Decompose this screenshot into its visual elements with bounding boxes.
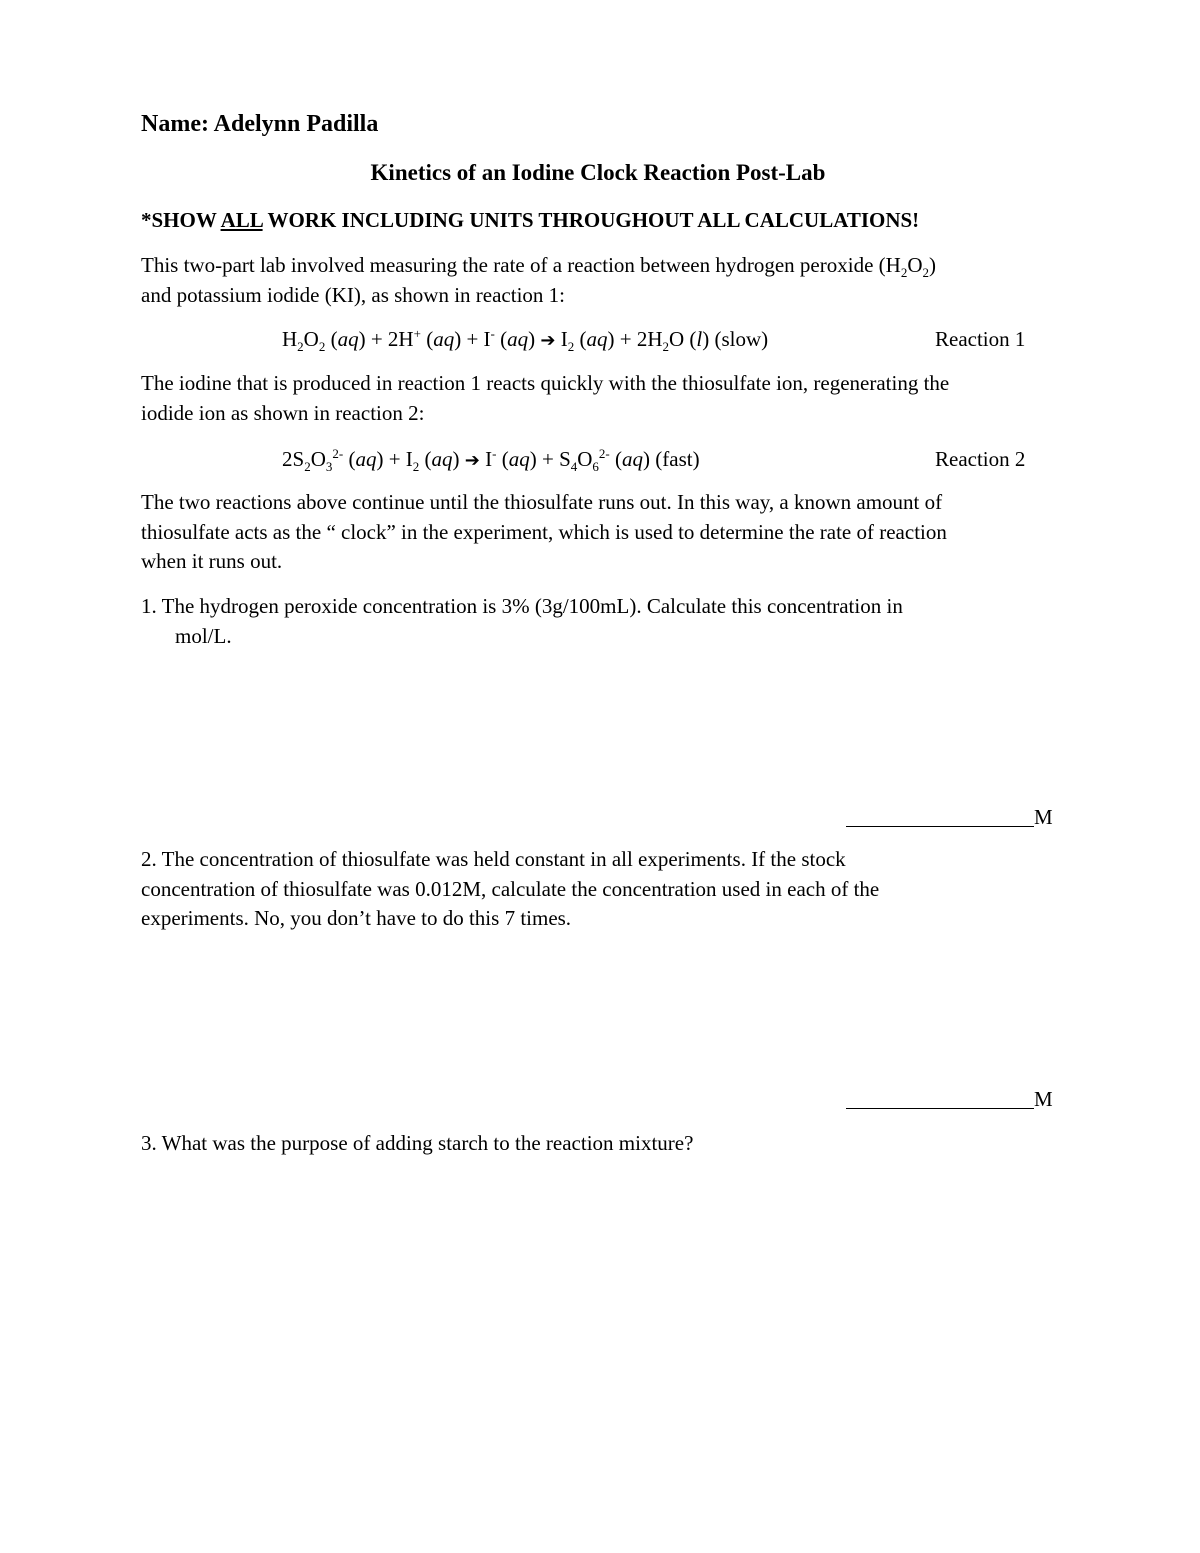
- eq-text: ) + S: [529, 447, 571, 471]
- eq-text: I: [555, 327, 568, 351]
- superscript: -: [490, 326, 495, 341]
- eq-text: O: [577, 447, 593, 471]
- phase-label: l: [696, 327, 703, 351]
- instruction-pre: *SHOW: [141, 208, 221, 232]
- eq-text: ) (fast): [643, 447, 700, 471]
- answer-unit-2: M: [1034, 1087, 1053, 1111]
- eq-text: O (: [669, 327, 697, 351]
- superscript: 2-: [598, 446, 610, 461]
- instruction-underlined: ALL: [220, 208, 263, 232]
- eq-text: (: [343, 447, 356, 471]
- reaction-2-label: Reaction 2: [935, 447, 1026, 471]
- question-2: [141, 845, 1021, 934]
- question-1-answer: [846, 802, 1053, 832]
- reaction-arrow-icon: ➔: [540, 330, 556, 351]
- reaction-1-label: Reaction 1: [935, 327, 1026, 351]
- subscript: 2: [318, 339, 326, 355]
- intro-p3-line2: thiosulfate acts as the “ clock” in the experiment, which is used to determine the rate of reaction: [141, 519, 947, 544]
- instruction-line: [141, 205, 919, 235]
- eq-text: H: [282, 327, 298, 351]
- phase-label: aq: [337, 327, 359, 351]
- subscript: 2: [567, 339, 575, 355]
- intro-p1-mid: O: [907, 253, 923, 277]
- subscript: 2: [297, 339, 304, 355]
- answer-blank-1[interactable]: [846, 804, 1034, 827]
- superscript: -: [492, 446, 497, 461]
- phase-label: aq: [355, 447, 377, 471]
- eq-text: ) + I: [376, 447, 413, 471]
- subscript: 2: [900, 265, 908, 281]
- intro-p1-line2: and potassium iodide (KI), as shown in reaction 1:: [141, 282, 565, 307]
- document-title: [0, 158, 1200, 188]
- intro-paragraph-3: [141, 488, 1061, 577]
- question-2-line1: 2. The concentration of thiosulfate was held constant in all experiments. If the stock: [141, 847, 846, 871]
- subscript: 2: [412, 459, 420, 475]
- eq-text: (: [494, 327, 508, 351]
- question-3-line1: 3. What was the purpose of adding starch to the reaction mixture?: [141, 1131, 694, 1155]
- question-2-answer: [846, 1084, 1053, 1114]
- title-text: Kinetics of an Iodine Clock Reaction Post-Lab: [370, 160, 826, 185]
- question-1: [141, 592, 1021, 651]
- phase-label: aq: [586, 327, 608, 351]
- subscript: 2: [922, 265, 929, 281]
- eq-text: O: [310, 447, 326, 471]
- eq-text: (: [325, 327, 338, 351]
- intro-paragraph-1: [141, 251, 1061, 310]
- eq-text: I: [479, 447, 493, 471]
- eq-text: ): [452, 447, 465, 471]
- eq-text: O: [303, 327, 319, 351]
- eq-text: (: [496, 447, 509, 471]
- intro-p1-line1: [141, 251, 1061, 281]
- reaction-1-equation: [282, 324, 768, 356]
- intro-p2-line1: The iodine that is produced in reaction 1 reacts quickly with the thiosulfate ion, regenerating the: [141, 371, 950, 395]
- eq-text: ) (slow): [702, 327, 769, 351]
- intro-p1-end: ): [929, 253, 936, 277]
- eq-text: ) + 2H: [358, 327, 414, 351]
- reaction-2-equation: [282, 444, 700, 476]
- question-2-line3: experiments. No, you don’t have to do this 7 times.: [141, 906, 572, 930]
- subscript: 4: [570, 459, 578, 475]
- phase-label: aq: [431, 447, 453, 471]
- phase-label: aq: [507, 327, 529, 351]
- instruction-post: WORK INCLUDING UNITS THROUGHOUT ALL CALCULATIONS!: [262, 208, 920, 232]
- subscript: 2: [304, 459, 311, 475]
- eq-text: (: [574, 327, 587, 351]
- answer-unit-1: M: [1034, 805, 1053, 829]
- superscript: 2-: [332, 446, 344, 461]
- answer-blank-2[interactable]: [846, 1086, 1034, 1109]
- question-3: [141, 1129, 1021, 1159]
- reaction-arrow-icon: ➔: [464, 450, 480, 471]
- subscript: 6: [592, 459, 599, 475]
- eq-text: (: [609, 447, 623, 471]
- phase-label: aq: [622, 447, 644, 471]
- subscript: 2: [662, 339, 669, 355]
- eq-text: 2S: [282, 447, 305, 471]
- phase-label: aq: [433, 327, 455, 351]
- phase-label: aq: [508, 447, 530, 471]
- student-name: Name: Adelynn Padilla: [141, 111, 379, 137]
- intro-p3-line3: when it runs out.: [141, 549, 283, 573]
- question-2-line2: concentration of thiosulfate was 0.012M, calculate the concentration used in each of the: [141, 876, 880, 901]
- intro-p2-line2: iodide ion as shown in reaction 2:: [141, 400, 425, 425]
- subscript: 3: [325, 459, 333, 475]
- eq-text: ) + 2H: [607, 327, 663, 351]
- eq-text: (: [420, 327, 434, 351]
- intro-p3-line1: The two reactions above continue until the thiosulfate runs out. In this way, a known amount of: [141, 490, 943, 514]
- question-1-line2: mol/L.: [175, 623, 232, 648]
- eq-text: ) + I: [454, 327, 491, 351]
- eq-text: ): [528, 327, 541, 351]
- superscript: +: [413, 326, 421, 341]
- intro-p1-text: This two-part lab involved measuring the rate of a reaction between hydrogen peroxide (H: [141, 253, 901, 277]
- eq-text: (: [419, 447, 432, 471]
- question-1-line1: 1. The hydrogen peroxide concentration is 3% (3g/100mL). Calculate this concentration in: [141, 594, 903, 618]
- intro-paragraph-2: [141, 369, 1061, 428]
